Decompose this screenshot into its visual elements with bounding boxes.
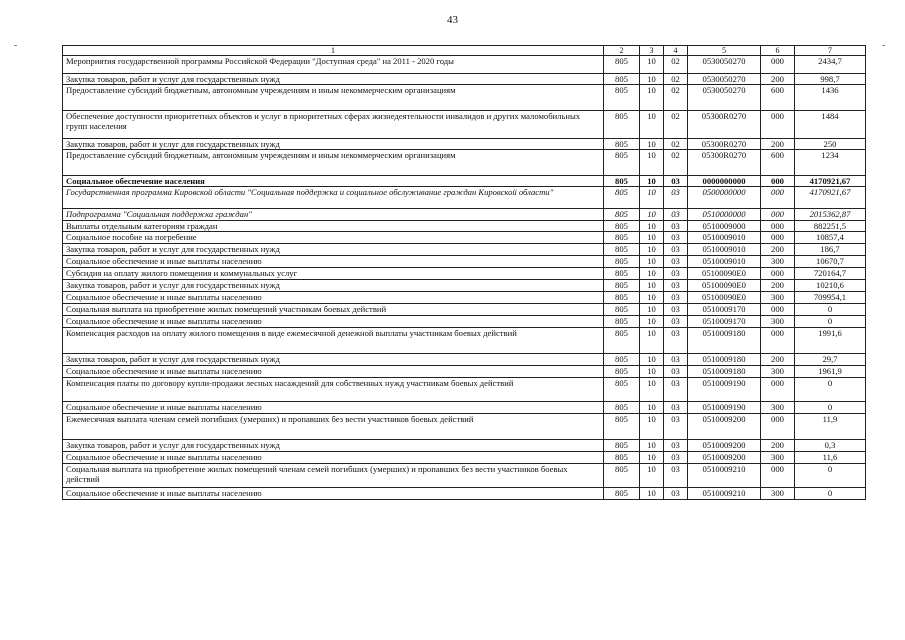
expense-type-cell: 000 xyxy=(761,221,795,232)
expense-type-cell: 000 xyxy=(761,328,795,354)
target-article-cell: 0000000000 xyxy=(688,176,761,187)
ministry-code-cell: 805 xyxy=(604,304,640,316)
target-article-cell: 0510009170 xyxy=(688,316,761,328)
table-row xyxy=(63,256,866,268)
table-row xyxy=(63,74,866,85)
table-row xyxy=(63,366,866,378)
subsection-cell: 03 xyxy=(664,316,688,328)
scan-mark-left: - xyxy=(14,40,18,51)
table-row xyxy=(63,354,866,366)
target-article-cell: 0510009010 xyxy=(688,244,761,256)
item-name-cell: Социальное обеспечение и иные выплаты населению xyxy=(63,452,604,464)
ministry-code-cell: 805 xyxy=(604,85,640,111)
item-name-cell: Социальное обеспечение и иные выплаты населению xyxy=(63,256,604,268)
table-row xyxy=(63,488,866,500)
item-name-cell: Предоставление субсидий бюджетным, автономным учреждениям и иным некоммерческим организациям xyxy=(63,150,604,176)
table-row xyxy=(63,292,866,304)
table-row xyxy=(63,316,866,328)
ministry-code-cell: 805 xyxy=(604,366,640,378)
target-article-cell: 0510009190 xyxy=(688,402,761,414)
ministry-code-cell: 805 xyxy=(604,488,640,500)
subsection-cell: 03 xyxy=(664,414,688,440)
target-article-cell: 0530050270 xyxy=(688,85,761,111)
expense-type-cell: 000 xyxy=(761,176,795,187)
subsection-cell: 03 xyxy=(664,464,688,488)
ministry-code-cell: 805 xyxy=(604,187,640,209)
expense-type-cell: 300 xyxy=(761,366,795,378)
subsection-cell: 02 xyxy=(664,74,688,85)
subsection-cell: 03 xyxy=(664,328,688,354)
subsection-cell: 03 xyxy=(664,354,688,366)
amount-cell: 0 xyxy=(795,464,866,488)
target-article-cell: 0510009200 xyxy=(688,440,761,452)
item-name-cell: Закупка товаров, работ и услуг для государственных нужд xyxy=(63,440,604,452)
subsection-cell: 03 xyxy=(664,378,688,402)
amount-cell: 1436 xyxy=(795,85,866,111)
section-cell: 10 xyxy=(640,452,664,464)
section-cell: 10 xyxy=(640,74,664,85)
ministry-code-cell: 805 xyxy=(604,464,640,488)
expense-type-cell: 000 xyxy=(761,464,795,488)
item-name-cell: Мероприятия государственной программы Российской Федерации "Доступная среда" на 2011 - 2020 годы xyxy=(63,56,604,74)
item-name-cell: Социальное обеспечение и иные выплаты населению xyxy=(63,366,604,378)
ministry-code-cell: 805 xyxy=(604,232,640,244)
header-cell: 3 xyxy=(640,46,664,56)
target-article-cell: 0510009200 xyxy=(688,414,761,440)
section-cell: 10 xyxy=(640,232,664,244)
table-row xyxy=(63,221,866,232)
subsection-cell: 03 xyxy=(664,292,688,304)
expense-type-cell: 200 xyxy=(761,354,795,366)
target-article-cell: 0510009190 xyxy=(688,378,761,402)
amount-cell: 0 xyxy=(795,316,866,328)
amount-cell: 2434,7 xyxy=(795,56,866,74)
subsection-cell: 03 xyxy=(664,209,688,221)
section-cell: 10 xyxy=(640,414,664,440)
subsection-cell: 03 xyxy=(664,452,688,464)
table-row xyxy=(63,440,866,452)
target-article-cell: 05100090Е0 xyxy=(688,292,761,304)
amount-cell: 10857,4 xyxy=(795,232,866,244)
table-row xyxy=(63,111,866,139)
subsection-cell: 03 xyxy=(664,176,688,187)
target-article-cell: 0510009210 xyxy=(688,488,761,500)
table-row xyxy=(63,328,866,354)
item-name-cell: Подпрограмма "Социальная поддержка граждан" xyxy=(63,209,604,221)
table-row xyxy=(63,176,866,187)
subsection-cell: 03 xyxy=(664,221,688,232)
section-cell: 10 xyxy=(640,176,664,187)
expense-type-cell: 000 xyxy=(761,304,795,316)
amount-cell: 0,3 xyxy=(795,440,866,452)
table-row xyxy=(63,139,866,150)
expense-type-cell: 600 xyxy=(761,85,795,111)
item-name-cell: Обеспечение доступности приоритетных объектов и услуг в приоритетных сферах жизнедеятельности инвалидов и других маломобильных групп населения xyxy=(63,111,604,139)
amount-cell: 2015362,87 xyxy=(795,209,866,221)
expense-type-cell: 300 xyxy=(761,452,795,464)
table-row xyxy=(63,280,866,292)
ministry-code-cell: 805 xyxy=(604,328,640,354)
budget-table xyxy=(62,45,866,500)
subsection-cell: 02 xyxy=(664,85,688,111)
ministry-code-cell: 805 xyxy=(604,402,640,414)
amount-cell: 1234 xyxy=(795,150,866,176)
ministry-code-cell: 805 xyxy=(604,292,640,304)
subsection-cell: 02 xyxy=(664,111,688,139)
table-row xyxy=(63,452,866,464)
expense-type-cell: 000 xyxy=(761,414,795,440)
subsection-cell: 03 xyxy=(664,488,688,500)
header-cell: 6 xyxy=(761,46,795,56)
expense-type-cell: 300 xyxy=(761,488,795,500)
amount-cell: 1991,6 xyxy=(795,328,866,354)
subsection-cell: 03 xyxy=(664,244,688,256)
item-name-cell: Закупка товаров, работ и услуг для государственных нужд xyxy=(63,244,604,256)
item-name-cell: Ежемесячная выплата членам семей погибших (умерших) и пропавших без вести участников боевых действий xyxy=(63,414,604,440)
ministry-code-cell: 805 xyxy=(604,440,640,452)
section-cell: 10 xyxy=(640,292,664,304)
item-name-cell: Социальное обеспечение и иные выплаты населению xyxy=(63,488,604,500)
section-cell: 10 xyxy=(640,221,664,232)
section-cell: 10 xyxy=(640,488,664,500)
subsection-cell: 03 xyxy=(664,304,688,316)
subsection-cell: 03 xyxy=(664,232,688,244)
amount-cell: 1961,9 xyxy=(795,366,866,378)
target-article-cell: 0500000000 xyxy=(688,187,761,209)
item-name-cell: Закупка товаров, работ и услуг для государственных нужд xyxy=(63,280,604,292)
section-cell: 10 xyxy=(640,280,664,292)
item-name-cell: Государственная программа Кировской области "Социальная поддержка и социальное обслуживание граждан Кировской области" xyxy=(63,187,604,209)
section-cell: 10 xyxy=(640,354,664,366)
subsection-cell: 03 xyxy=(664,256,688,268)
scan-mark-right: - xyxy=(882,40,886,51)
amount-cell: 709954,1 xyxy=(795,292,866,304)
target-article-cell: 0530050270 xyxy=(688,74,761,85)
table-header-row xyxy=(63,46,866,56)
subsection-cell: 03 xyxy=(664,187,688,209)
expense-type-cell: 300 xyxy=(761,402,795,414)
ministry-code-cell: 805 xyxy=(604,280,640,292)
table-row xyxy=(63,402,866,414)
expense-type-cell: 200 xyxy=(761,74,795,85)
ministry-code-cell: 805 xyxy=(604,74,640,85)
ministry-code-cell: 805 xyxy=(604,139,640,150)
page-number: 43 xyxy=(447,14,458,26)
section-cell: 10 xyxy=(640,139,664,150)
target-article-cell: 05100090Е0 xyxy=(688,268,761,280)
section-cell: 10 xyxy=(640,402,664,414)
target-article-cell: 05100090Е0 xyxy=(688,280,761,292)
ministry-code-cell: 805 xyxy=(604,316,640,328)
ministry-code-cell: 805 xyxy=(604,354,640,366)
target-article-cell: 0510009180 xyxy=(688,354,761,366)
section-cell: 10 xyxy=(640,366,664,378)
ministry-code-cell: 805 xyxy=(604,221,640,232)
header-cell: 7 xyxy=(795,46,866,56)
header-cell: 1 xyxy=(63,46,604,56)
target-article-cell: 0510009210 xyxy=(688,464,761,488)
amount-cell: 882251,5 xyxy=(795,221,866,232)
ministry-code-cell: 805 xyxy=(604,256,640,268)
table-row xyxy=(63,464,866,488)
table-row xyxy=(63,85,866,111)
item-name-cell: Субсидия на оплату жилого помещения и коммунальных услуг xyxy=(63,268,604,280)
item-name-cell: Социальное обеспечение и иные выплаты населению xyxy=(63,316,604,328)
item-name-cell: Социальная выплата на приобретение жилых помещений членам семей погибших (умерших) и пропавших без вести участников боевых действий xyxy=(63,464,604,488)
item-name-cell: Выплаты отдельным категориям граждан xyxy=(63,221,604,232)
header-cell: 2 xyxy=(604,46,640,56)
amount-cell: 0 xyxy=(795,402,866,414)
subsection-cell: 03 xyxy=(664,280,688,292)
subsection-cell: 03 xyxy=(664,366,688,378)
expense-type-cell: 000 xyxy=(761,378,795,402)
subsection-cell: 03 xyxy=(664,268,688,280)
section-cell: 10 xyxy=(640,378,664,402)
target-article-cell: 0510009010 xyxy=(688,256,761,268)
expense-type-cell: 600 xyxy=(761,150,795,176)
target-article-cell: 0510009170 xyxy=(688,304,761,316)
item-name-cell: Закупка товаров, работ и услуг для государственных нужд xyxy=(63,354,604,366)
ministry-code-cell: 805 xyxy=(604,452,640,464)
section-cell: 10 xyxy=(640,316,664,328)
section-cell: 10 xyxy=(640,111,664,139)
subsection-cell: 03 xyxy=(664,402,688,414)
target-article-cell: 0530050270 xyxy=(688,56,761,74)
expense-type-cell: 000 xyxy=(761,232,795,244)
table-row xyxy=(63,232,866,244)
subsection-cell: 02 xyxy=(664,56,688,74)
expense-type-cell: 000 xyxy=(761,268,795,280)
section-cell: 10 xyxy=(640,304,664,316)
section-cell: 10 xyxy=(640,268,664,280)
header-cell: 5 xyxy=(688,46,761,56)
ministry-code-cell: 805 xyxy=(604,378,640,402)
item-name-cell: Социальное обеспечение населения xyxy=(63,176,604,187)
section-cell: 10 xyxy=(640,187,664,209)
target-article-cell: 0510009010 xyxy=(688,232,761,244)
item-name-cell: Предоставление субсидий бюджетным, автономным учреждениям и иным некоммерческим организациям xyxy=(63,85,604,111)
amount-cell: 250 xyxy=(795,139,866,150)
section-cell: 10 xyxy=(640,209,664,221)
target-article-cell: 05300R0270 xyxy=(688,111,761,139)
table-row xyxy=(63,268,866,280)
expense-type-cell: 200 xyxy=(761,244,795,256)
target-article-cell: 0510000000 xyxy=(688,209,761,221)
expense-type-cell: 200 xyxy=(761,280,795,292)
item-name-cell: Социальное обеспечение и иные выплаты населению xyxy=(63,402,604,414)
target-article-cell: 0510009000 xyxy=(688,221,761,232)
expense-type-cell: 300 xyxy=(761,292,795,304)
amount-cell: 0 xyxy=(795,378,866,402)
amount-cell: 29,7 xyxy=(795,354,866,366)
amount-cell: 998,7 xyxy=(795,74,866,85)
table-row xyxy=(63,150,866,176)
table-row xyxy=(63,378,866,402)
section-cell: 10 xyxy=(640,150,664,176)
subsection-cell: 03 xyxy=(664,440,688,452)
amount-cell: 0 xyxy=(795,304,866,316)
expense-type-cell: 000 xyxy=(761,187,795,209)
section-cell: 10 xyxy=(640,464,664,488)
expense-type-cell: 000 xyxy=(761,111,795,139)
ministry-code-cell: 805 xyxy=(604,56,640,74)
ministry-code-cell: 805 xyxy=(604,150,640,176)
target-article-cell: 05300R0270 xyxy=(688,139,761,150)
item-name-cell: Компенсация платы по договору купли-продажи лесных насаждений для собственных нужд участникам боевых действий xyxy=(63,378,604,402)
table-row xyxy=(63,187,866,209)
target-article-cell: 0510009180 xyxy=(688,328,761,354)
expense-type-cell: 200 xyxy=(761,139,795,150)
section-cell: 10 xyxy=(640,56,664,74)
ministry-code-cell: 805 xyxy=(604,414,640,440)
ministry-code-cell: 805 xyxy=(604,176,640,187)
section-cell: 10 xyxy=(640,328,664,354)
subsection-cell: 02 xyxy=(664,139,688,150)
item-name-cell: Социальное обеспечение и иные выплаты населению xyxy=(63,292,604,304)
table-row xyxy=(63,244,866,256)
amount-cell: 11,9 xyxy=(795,414,866,440)
item-name-cell: Социальное пособие на погребение xyxy=(63,232,604,244)
amount-cell: 4170921,67 xyxy=(795,176,866,187)
expense-type-cell: 000 xyxy=(761,209,795,221)
item-name-cell: Закупка товаров, работ и услуг для государственных нужд xyxy=(63,139,604,150)
amount-cell: 11,6 xyxy=(795,452,866,464)
section-cell: 10 xyxy=(640,244,664,256)
amount-cell: 0 xyxy=(795,488,866,500)
amount-cell: 720164,7 xyxy=(795,268,866,280)
target-article-cell: 05300R0270 xyxy=(688,150,761,176)
table-row xyxy=(63,56,866,74)
expense-type-cell: 000 xyxy=(761,56,795,74)
target-article-cell: 0510009200 xyxy=(688,452,761,464)
table-row xyxy=(63,209,866,221)
target-article-cell: 0510009180 xyxy=(688,366,761,378)
table-row xyxy=(63,414,866,440)
item-name-cell: Социальная выплата на приобретение жилых помещений участникам боевых действий xyxy=(63,304,604,316)
expense-type-cell: 300 xyxy=(761,256,795,268)
item-name-cell: Закупка товаров, работ и услуг для государственных нужд xyxy=(63,74,604,85)
amount-cell: 10210,6 xyxy=(795,280,866,292)
item-name-cell: Компенсация расходов на оплату жилого помещения в виде ежемесячной денежной выплаты участникам боевых действий xyxy=(63,328,604,354)
section-cell: 10 xyxy=(640,440,664,452)
section-cell: 10 xyxy=(640,85,664,111)
ministry-code-cell: 805 xyxy=(604,268,640,280)
table-row xyxy=(63,304,866,316)
ministry-code-cell: 805 xyxy=(604,244,640,256)
ministry-code-cell: 805 xyxy=(604,111,640,139)
amount-cell: 10670,7 xyxy=(795,256,866,268)
section-cell: 10 xyxy=(640,256,664,268)
amount-cell: 1484 xyxy=(795,111,866,139)
amount-cell: 186,7 xyxy=(795,244,866,256)
expense-type-cell: 300 xyxy=(761,316,795,328)
subsection-cell: 02 xyxy=(664,150,688,176)
amount-cell: 4170921,67 xyxy=(795,187,866,209)
expense-type-cell: 200 xyxy=(761,440,795,452)
ministry-code-cell: 805 xyxy=(604,209,640,221)
header-cell: 4 xyxy=(664,46,688,56)
